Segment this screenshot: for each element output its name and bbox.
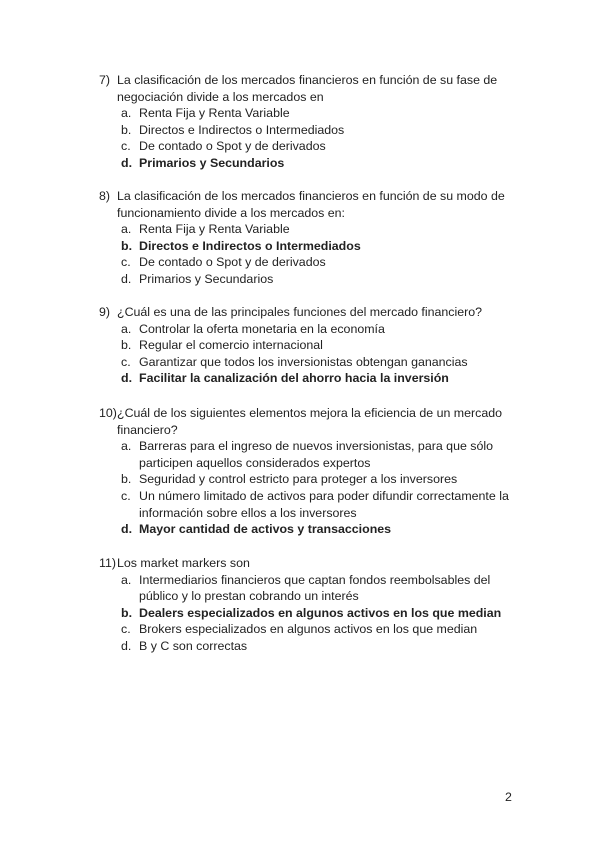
question-stem (99, 304, 519, 321)
option-c (99, 138, 519, 155)
option-text: Un número limitado de activos para poder difundir correctamente la información sobre ellos a los inversores (139, 488, 509, 520)
question-number: 8) (99, 189, 111, 203)
option-d (99, 638, 519, 655)
option-b (99, 471, 519, 488)
question-text: La clasificación de los mercados financieros en función de su modo de funcionamiento divide a los mercados en: (117, 189, 505, 220)
option-text: De contado o Spot y de derivados (139, 255, 326, 270)
question-text: Los market markers son (117, 556, 250, 570)
option-d (99, 155, 519, 172)
question-stem (99, 188, 519, 221)
option-letter: d. (121, 371, 133, 386)
option-d (99, 370, 519, 387)
option-text: Mayor cantidad de activos y transacciones (139, 522, 392, 537)
option-text: Seguridad y control estricto para proteger a los inversores (139, 472, 458, 487)
option-list (99, 438, 519, 538)
question-number: 9) (99, 305, 111, 319)
option-text: Directos e Indirectos o Intermediados (139, 122, 345, 137)
option-letter: c. (121, 354, 131, 369)
question-10 (99, 405, 519, 538)
option-d (99, 271, 519, 288)
option-b (99, 122, 519, 139)
option-text: Primarios y Secundarios (139, 155, 285, 170)
question-text: La clasificación de los mercados financieros en función de su fase de negociación divide a los mercados en (117, 73, 498, 104)
option-list (99, 572, 519, 655)
option-letter: d. (121, 271, 132, 286)
option-text: B y C son correctas (139, 638, 248, 653)
question-stem (99, 72, 519, 105)
option-text: Dealers especializados en algunos activos en los que median (139, 605, 502, 620)
option-letter: b. (121, 238, 133, 253)
option-a (99, 221, 519, 238)
option-c (99, 354, 519, 371)
option-letter: a. (121, 572, 132, 587)
option-text: Regular el comercio internacional (139, 338, 323, 353)
option-b (99, 337, 519, 354)
option-list (99, 321, 519, 387)
option-text: Renta Fija y Renta Variable (139, 222, 290, 237)
option-a (99, 321, 519, 338)
option-letter: d. (121, 522, 133, 537)
option-letter: a. (121, 106, 132, 121)
question-number: 10) (99, 406, 117, 420)
option-letter: b. (121, 605, 133, 620)
option-letter: c. (121, 139, 131, 154)
option-letter: b. (121, 472, 132, 487)
option-letter: c. (121, 622, 131, 637)
option-letter: d. (121, 638, 132, 653)
page-number: 2 (505, 790, 512, 804)
option-list (99, 105, 519, 171)
question-number: 7) (99, 73, 111, 87)
option-text: Brokers especializados en algunos activos en los que median (139, 622, 478, 637)
option-d (99, 521, 519, 538)
option-text: Renta Fija y Renta Variable (139, 106, 290, 121)
option-text: De contado o Spot y de derivados (139, 139, 326, 154)
option-c (99, 254, 519, 271)
option-letter: c. (121, 255, 131, 270)
question-stem (99, 555, 519, 572)
option-a (99, 572, 519, 605)
option-c (99, 621, 519, 638)
option-letter: b. (121, 122, 132, 137)
question-11 (99, 555, 519, 655)
question-text: ¿Cuál es una de las principales funciones del mercado financiero? (117, 305, 483, 319)
option-text: Facilitar la canalización del ahorro hacia la inversión (139, 371, 449, 386)
question-7 (99, 72, 519, 172)
option-letter: c. (121, 488, 131, 503)
option-a (99, 105, 519, 122)
question-number: 11) (99, 556, 116, 570)
option-b (99, 238, 519, 255)
option-text: Intermediarios financieros que captan fondos reembolsables del público y lo prestan cobrando un interés (139, 572, 491, 604)
option-text: Controlar la oferta monetaria en la economía (139, 321, 385, 336)
question-stem (99, 405, 519, 438)
option-c (99, 488, 519, 521)
option-letter: a. (121, 321, 132, 336)
option-list (99, 221, 519, 287)
option-letter: d. (121, 155, 133, 170)
option-text: Directos e Indirectos o Intermediados (139, 238, 361, 253)
option-text: Barreras para el ingreso de nuevos inversionistas, para que sólo participen aquellos considerados expertos (139, 439, 494, 470)
option-text: Primarios y Secundarios (139, 271, 274, 286)
question-9 (99, 304, 519, 387)
question-8 (99, 188, 519, 288)
option-b (99, 605, 519, 622)
question-text: ¿Cuál de los siguientes elementos mejora la eficiencia de un mercado financiero? (117, 406, 503, 437)
option-letter: a. (121, 222, 132, 237)
option-letter: a. (121, 439, 132, 454)
option-letter: b. (121, 338, 132, 353)
option-text: Garantizar que todos los inversionistas obtengan ganancias (139, 354, 468, 369)
option-a (99, 438, 519, 471)
